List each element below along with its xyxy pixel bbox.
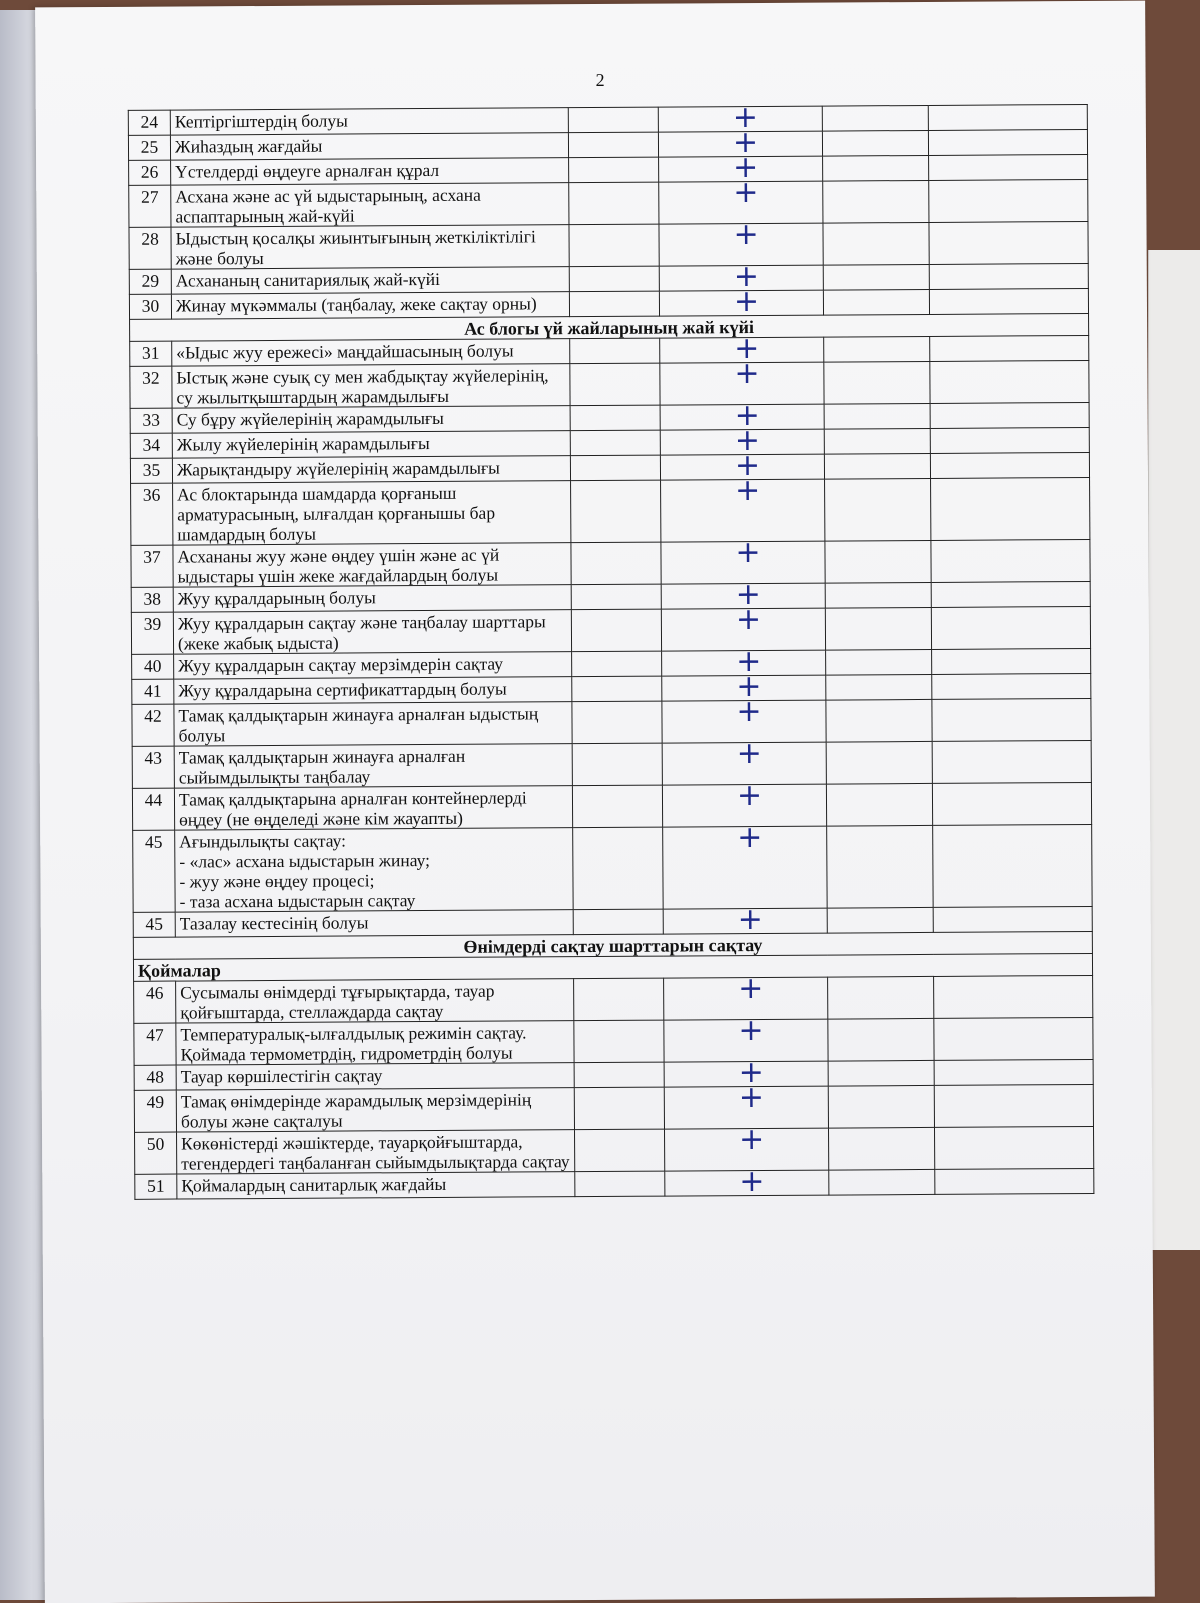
row-number: 29 [129,269,171,294]
row-requirement-text: Асхананы жуу және өңдеу үшін және ас үй ыдыстары үшін жеке жағдайлардың болуы [173,543,571,587]
row-requirement-text: Жинау мүкәммалы (таңбалау, жеке сақтау орны) [171,292,569,319]
row-requirement-text: Жарықтандыру жүйелерінің жарамдылығы [172,456,570,483]
table-row [134,1084,1093,1132]
table-row [132,698,1091,746]
empty-cell [932,698,1091,741]
empty-cell [825,582,931,608]
empty-cell [571,609,661,652]
empty-cell [574,1087,664,1130]
empty-cell [574,1020,664,1063]
row-number: 50 [135,1132,177,1174]
row-requirement-text: Ағындылықты сақтау: - «лас» асхана ыдыстарын жинау; - жуу және өңдеу процесі; - таза асхана ыдыстарын сақтау [175,828,573,912]
handwritten-plus-mark: + [736,777,763,814]
empty-cell [828,1127,934,1170]
table-row [130,360,1089,408]
empty-cell [572,676,662,702]
empty-cell [823,222,929,265]
empty-cell [822,130,928,156]
empty-cell [928,104,1087,130]
empty-cell [933,824,1092,907]
check-cell [663,819,827,909]
row-number: 44 [132,788,174,830]
handwritten-plus-mark: + [738,1121,765,1158]
empty-cell [824,361,930,404]
row-number: 26 [129,160,171,185]
row-number: 28 [129,227,171,269]
empty-cell [825,607,931,650]
row-number: 33 [130,408,172,433]
row-requirement-text: Кептіргіштердің болуы [170,108,568,135]
handwritten-plus-mark: + [736,735,762,772]
handwritten-plus-mark: + [736,693,762,730]
empty-cell [828,1018,934,1061]
empty-cell [573,827,663,910]
empty-cell [824,403,930,429]
check-cell [663,901,827,938]
handwritten-plus-mark: + [735,576,761,613]
empty-cell [827,825,933,908]
empty-cell [570,338,660,364]
table-section-a [128,99,1088,320]
row-number: 47 [134,1023,176,1065]
empty-cell [932,648,1091,674]
empty-cell [929,263,1088,289]
row-requirement-text: Жуу құралдарын сақтау және таңбалау шарттары (жеке жабық ыдыста) [173,610,571,654]
empty-cell [569,157,659,183]
row-number: 40 [132,654,174,679]
handwritten-plus-mark: + [734,397,760,434]
row-number: 46 [134,981,176,1023]
empty-cell [823,155,929,181]
empty-cell [824,428,930,454]
row-number: 39 [131,612,173,654]
empty-cell [935,1168,1094,1194]
row-requirement-text: Ас блоктарында шамдарда қорғаныш арматурасының, ылғалдан қорғанышы бар шамдардың болуы [173,481,571,545]
row-requirement-text: Жуу құралдарының болуы [173,585,571,612]
empty-cell [931,539,1090,582]
empty-cell [829,1169,935,1195]
row-requirement-text: Ыстық және суық су мен жабдықтау жүйелерінің, су жылытқыштардың жарамдылығы [172,364,570,408]
empty-cell [824,453,930,479]
page-number: 2 [595,69,605,90]
empty-cell [574,1062,664,1088]
row-number: 30 [129,294,171,319]
empty-cell [571,584,661,610]
row-requirement-text: Тамақ қалдықтарын жинауға арналған ыдыстың болуы [174,702,572,746]
row-number: 38 [131,587,173,612]
empty-cell [934,1084,1093,1127]
underlying-sheet-right [1148,250,1200,1250]
handwritten-plus-mark: + [738,1012,764,1049]
table-row [129,221,1088,269]
empty-cell [934,1059,1093,1085]
handwritten-plus-mark: + [733,216,759,253]
row-requirement-text: Асхананың санитариялық жай-күйі [171,267,569,294]
table-row [129,179,1088,227]
table-row [132,782,1091,830]
empty-cell [572,743,662,786]
handwritten-plus-mark: + [734,447,761,484]
empty-cell [569,291,659,317]
empty-cell [929,154,1088,180]
empty-cell [575,1129,665,1172]
row-number: 35 [130,458,172,483]
row-number: 45 [133,912,175,937]
row-requirement-text: Қоймалардың санитарлық жағдайы [177,1172,575,1199]
row-number: 48 [134,1065,176,1090]
row-requirement-text: Ыдыстың қосалқы жиынтығының жеткіліктілігі және болуы [171,225,569,269]
handwritten-plus-mark: + [732,124,759,161]
empty-cell [930,452,1089,478]
empty-cell [570,455,660,481]
empty-cell [931,477,1090,540]
empty-cell [568,132,658,158]
table-row [131,539,1090,587]
row-requirement-text: Үстелдерді өңдеуге арналған құрал [171,158,569,185]
table-section-c [134,970,1094,1200]
row-requirement-text: Тазалау кестесінің болуы [175,910,573,937]
empty-cell [571,542,661,585]
empty-cell [571,480,661,543]
empty-cell [569,224,659,267]
row-requirement-text: Тамақ өнімдерінде жарамдылық мерзімдерінің болуы және сақталуы [176,1088,574,1132]
row-number: 51 [135,1174,177,1199]
row-requirement-text: Тамақ қалдықтарын жинауға арналған сыйымдылықты таңбалау [174,744,572,788]
table-row [135,1126,1094,1174]
empty-cell [828,1085,934,1128]
empty-cell [931,606,1090,649]
handwritten-plus-mark: + [733,283,760,320]
handwritten-plus-mark: + [737,901,763,938]
empty-cell [929,221,1088,264]
row-requirement-text: «Ыдыс жуу ережесі» маңдайшасының болуы [172,339,570,366]
empty-cell [826,783,932,826]
section-title-storage-conditions: Өнімдерді сақтау шарттарын сақтау [133,931,1092,959]
empty-cell [824,336,930,362]
empty-cell [930,402,1089,428]
table-row [133,824,1092,912]
row-requirement-text: Сусымалы өнімдерді тұғырықтарда, тауар қойғыштарда, стеллаждарда сақтау [176,979,574,1023]
handwritten-plus-mark: + [738,1079,765,1116]
handwritten-plus-mark: + [733,258,760,295]
row-requirement-text: Асхана және ас үй ыдыстарының, асхана аспаптарының жай-күйі [171,183,569,227]
row-requirement-text: Жуу құралдарына сертификаттардың болуы [174,677,572,704]
row-number: 27 [129,185,171,227]
table-row [134,1017,1093,1065]
section-title-kitchen-premises: Ас блогы үй жайларының жай күйі [130,313,1089,341]
empty-cell [572,651,662,677]
row-number: 49 [134,1090,176,1132]
empty-cell [572,701,662,744]
empty-cell [932,740,1091,783]
empty-cell [929,288,1088,314]
handwritten-plus-mark: + [735,534,761,571]
row-number: 37 [131,545,173,587]
empty-cell [570,363,660,406]
row-number: 41 [132,679,174,704]
empty-cell [823,289,929,315]
table-row [131,477,1090,545]
handwritten-plus-mark: + [737,819,763,856]
empty-cell [826,741,932,784]
empty-cell [823,180,929,223]
empty-cell [932,673,1091,699]
empty-cell [930,360,1089,403]
row-number: 24 [128,110,170,135]
handwritten-plus-mark: + [736,643,762,680]
handwritten-plus-mark: + [734,472,761,509]
empty-cell [573,909,663,935]
handwritten-plus-mark: + [733,149,759,186]
empty-cell [574,978,664,1021]
row-number: 25 [128,135,170,160]
handwritten-plus-mark: + [734,330,760,367]
empty-cell [930,335,1089,361]
empty-cell [929,179,1088,222]
empty-cell [828,976,934,1019]
table-row [135,1168,1094,1199]
empty-cell [570,430,660,456]
checklist-table [128,99,1095,1200]
table-section-b [130,330,1093,938]
row-requirement-text: Температуралық-ылғалдылық режимін сақтау. Қоймада термометрдің, гидрометрдің болуы [176,1021,574,1065]
handwritten-plus-mark: + [738,970,764,1007]
handwritten-plus-mark: + [734,422,761,459]
empty-cell [934,1126,1093,1169]
empty-cell [570,405,660,431]
empty-cell [825,478,931,541]
row-number: 31 [130,341,172,366]
document-page [35,1,1155,1603]
empty-cell [933,906,1092,932]
empty-cell [826,649,932,675]
row-requirement-text: Жуу құралдарын сақтау мерзімдерін сақтау [174,652,572,679]
empty-cell [928,129,1087,155]
empty-cell [934,975,1093,1018]
table-row [134,975,1093,1023]
row-requirement-text: Жиһаздың жағдайы [170,133,568,160]
check-cell [665,1163,829,1200]
empty-cell [568,107,658,133]
table-row [132,740,1091,788]
row-number: 36 [131,483,173,545]
empty-cell [572,785,662,828]
table-row [131,606,1090,654]
row-requirement-text: Тауар көршілестігін сақтау [176,1063,574,1090]
handwritten-plus-mark: + [735,601,762,638]
row-requirement-text: Жылу жүйелерінің жарамдылығы [172,431,570,458]
empty-cell [826,674,932,700]
empty-cell [826,699,932,742]
handwritten-plus-mark: + [736,668,762,705]
empty-cell [575,1171,665,1197]
row-number: 42 [132,704,174,746]
handwritten-plus-mark: + [733,174,759,211]
empty-cell [825,540,931,583]
empty-cell [932,782,1091,825]
check-cell [659,283,823,320]
empty-cell [827,907,933,933]
empty-cell [822,105,928,131]
handwritten-plus-mark: + [739,1163,765,1200]
empty-cell [828,1060,934,1086]
check-cell [661,472,825,542]
row-requirement-text: Су бұру жүйелерінің жарамдылығы [172,406,570,433]
section-header-c [133,931,1092,981]
row-requirement-text: Көкөністерді жәшіктерде, тауарқойғыштарда, тегендердегі таңбаланған сыйымдылықтарда сақтау [177,1130,575,1174]
handwritten-plus-mark: + [738,1054,764,1091]
row-number: 34 [130,433,172,458]
row-number: 32 [130,366,172,408]
empty-cell [569,266,659,292]
handwritten-plus-mark: + [732,99,759,136]
empty-cell [569,182,659,225]
empty-cell [823,264,929,290]
row-requirement-text: Тамақ қалдықтарына арналған контейнерлерді өңдеу (не өңделеді және кім жауапты) [174,786,572,830]
row-number: 45 [133,830,176,912]
empty-cell [934,1017,1093,1060]
empty-cell [930,427,1089,453]
handwritten-plus-mark: + [734,355,760,392]
subsection-title-warehouses: Қоймалар [133,953,1092,981]
row-number: 43 [132,746,174,788]
empty-cell [931,581,1090,607]
